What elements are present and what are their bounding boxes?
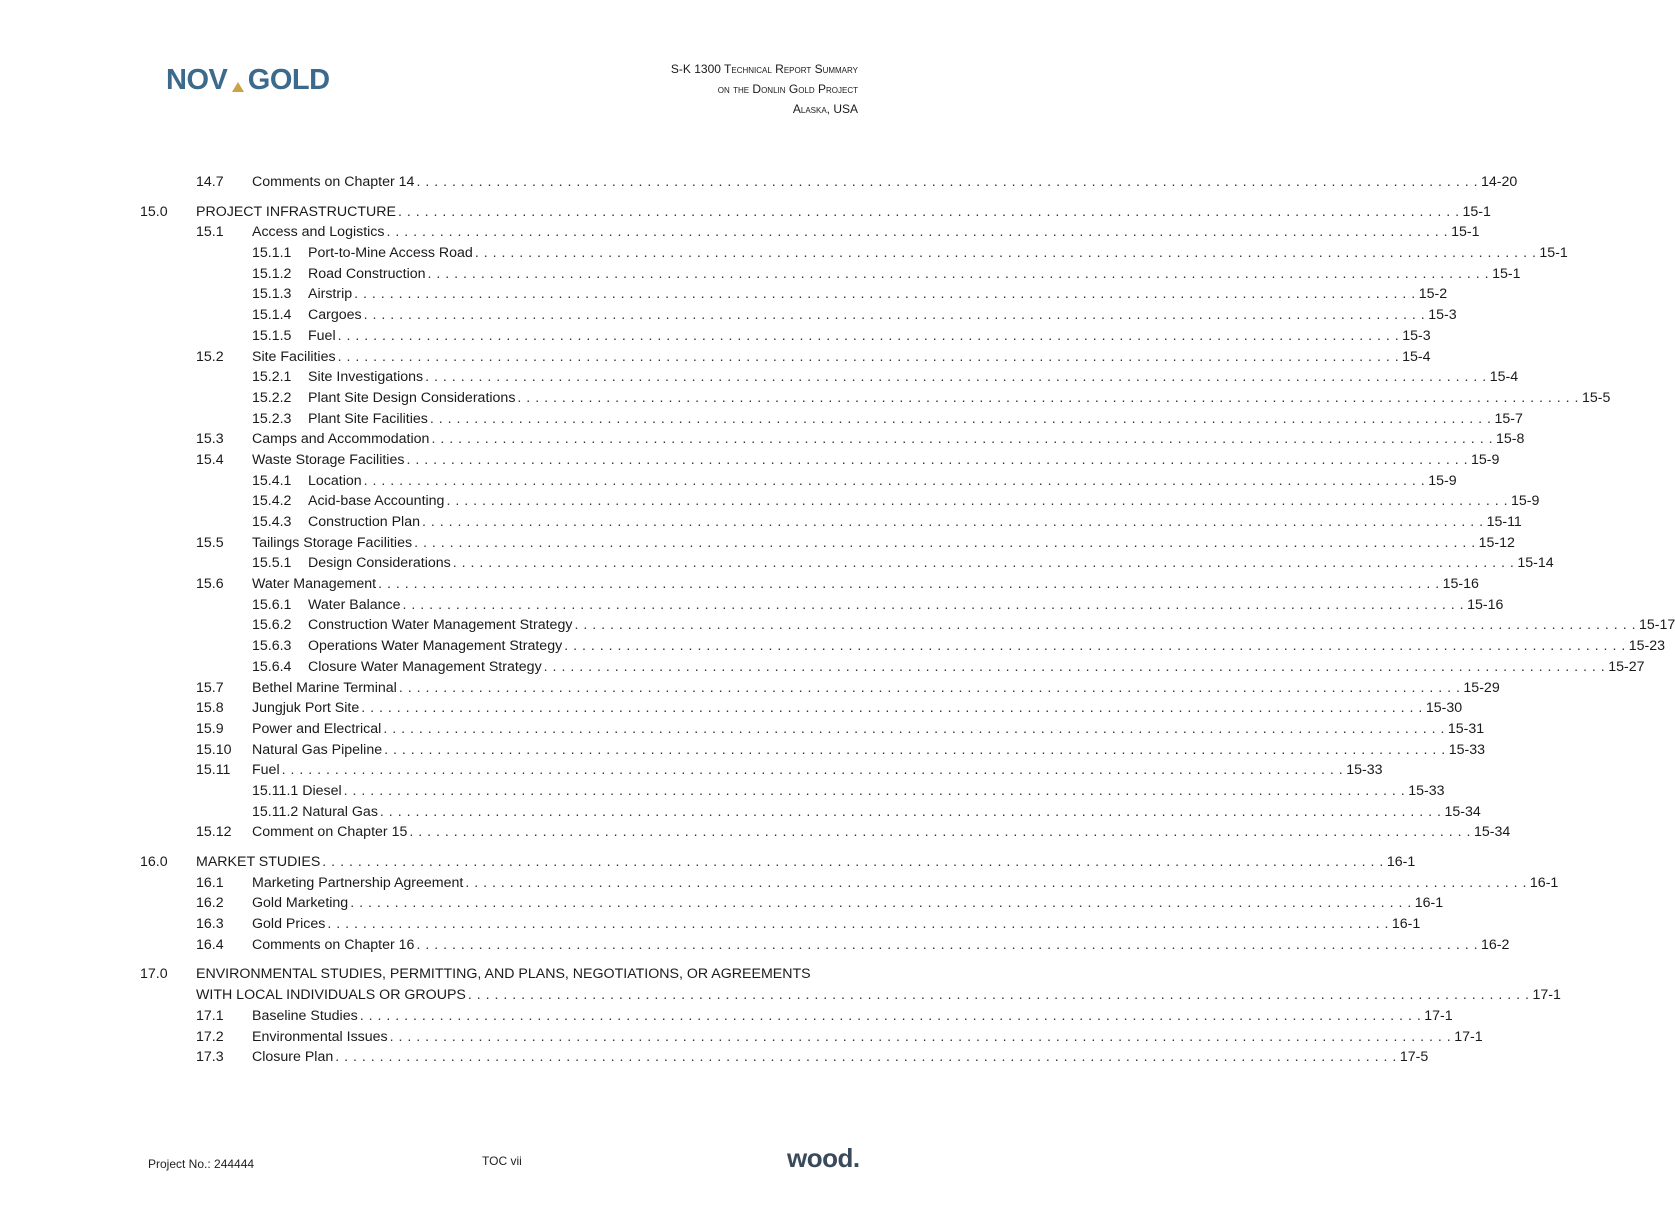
toc-entry-title: Airstrip xyxy=(308,286,353,303)
toc-entry-number: 15.1.2 xyxy=(252,265,292,282)
toc-entry-title: Fuel xyxy=(252,762,280,779)
toc-entry[interactable] xyxy=(0,512,1522,533)
dot-leader: . . . . . . . . . . . . . . . . . . . . . . . . . . . . . . . . . . . . . . . . . . . . . . . . . . . . . . . . . . . . . . . . . . . . . . . . . . . . . . . . . . . . . . . . . . . . . . . . . . . . . . . . . . . . . . . . . . . . . . . . xyxy=(384,741,1446,758)
toc-entry[interactable] xyxy=(0,985,1561,1006)
toc-entry-title: Operations Water Management Strategy xyxy=(308,638,563,655)
toc-entry-page: 15-33 xyxy=(1448,741,1485,758)
toc-entry[interactable] xyxy=(0,852,1416,873)
toc-entry[interactable] xyxy=(0,284,1448,305)
toc-entry[interactable] xyxy=(0,1047,1429,1068)
toc-entry-page: 15-8 xyxy=(1496,431,1525,448)
dot-leader: . . . . . . . . . . . . . . . . . . . . . . . . . . . . . . . . . . . . . . . . . . . . . . . . . . . . . . . . . . . . . . . . . . . . . . . . . . . . . . . . . . . . . . . . . . . . . . . . . . . . . . . . . . . . . . . . . . . . . . . . xyxy=(363,307,1426,324)
dot-leader: . . . . . . . . . . . . . . . . . . . . . . . . . . . . . . . . . . . . . . . . . . . . . . . . . . . . . . . . . . . . . . . . . . . . . . . . . . . . . . . . . . . . . . . . . . . . . . . . . . . . . . . . . . . . . . . . . . . . . . . . xyxy=(416,174,1479,190)
toc-entry-page: 15-7 xyxy=(1494,410,1523,427)
toc-entry-number: 15.1 xyxy=(196,224,224,241)
toc-entry-number: 15.12 xyxy=(196,824,232,841)
toc-entry-page: 17-1 xyxy=(1454,1028,1483,1045)
dot-leader: . . . . . . . . . . . . . . . . . . . . . . . . . . . . . . . . . . . . . . . . . . . . . . . . . . . . . . . . . . . . . . . . . . . . . . . . . . . . . . . . . . . . . . . . . . . . . . . . . . . . . . . . . . . . . . . . . . . . . . . . xyxy=(429,410,1492,427)
toc-entry[interactable] xyxy=(0,615,1675,636)
toc-entry-title: Environmental Issues xyxy=(252,1028,388,1045)
toc-entry-page: 15-23 xyxy=(1628,638,1666,655)
toc-entry[interactable] xyxy=(0,802,1481,823)
toc-entry-number: 16.1 xyxy=(196,874,224,891)
toc-entry[interactable] xyxy=(0,822,1511,843)
toc-entry-title: 15.11.2 Natural Gas xyxy=(252,803,378,820)
toc-entry-title: Comment on Chapter 15 xyxy=(252,824,408,841)
toc-entry[interactable] xyxy=(0,450,1500,471)
toc-entry-number: 15.5.1 xyxy=(252,555,292,572)
dot-leader: . . . . . . . . . . . . . . . . . . . . . . . . . . . . . . . . . . . . . . . . . . . . . . . . . . . . . . . . . . . . . . . . . . . . . . . . . . . . . . . . . . . . . . . . . . . . . . . . . . . . . . . . . . . . . . . . . . . . . . . . xyxy=(416,936,1479,953)
toc-entry-page: 16-1 xyxy=(1414,895,1444,912)
report-header xyxy=(671,59,858,119)
toc-entry-page: 15-11 xyxy=(1486,514,1522,530)
toc-entry[interactable] xyxy=(0,935,1510,956)
toc-entry-title: WITH LOCAL INDIVIDUALS OR GROUPS xyxy=(196,987,466,1004)
toc-entry-number: 15.11 xyxy=(196,762,231,779)
dot-leader: . . . . . . . . . . . . . . . . . . . . . . . . . . . . . . . . . . . . . . . . . . . . . . . . . . . . . . . . . . . . . . . . . . . . . . . . . . . . . . . . . . . . . . . . . . . . . . . . . . . . . . . . . . . . . . . . . . . . . . . . xyxy=(337,327,1400,344)
toc-entry-number: 15.9 xyxy=(196,720,224,737)
toc-entry-number: 15.4.1 xyxy=(252,472,292,489)
table-of-contents xyxy=(0,172,1675,1068)
toc-entry-page: 15-1 xyxy=(1462,203,1491,220)
toc-entry-title: ENVIRONMENTAL STUDIES, PERMITTING, AND PLANS, NEGOTIATIONS, OR AGREEMENTS xyxy=(196,966,811,983)
toc-entry-title: Access and Logistics xyxy=(252,224,385,241)
toc-entry-number: 15.6.4 xyxy=(252,658,292,675)
toc-entry[interactable] xyxy=(0,491,1540,512)
toc-entry-page: 15-3 xyxy=(1428,307,1457,324)
toc-entry-number: 15.4.2 xyxy=(252,493,292,510)
toc-entry-page: 15-4 xyxy=(1489,369,1519,386)
dot-leader: . . . . . . . . . . . . . . . . . . . . . . . . . . . . . . . . . . . . . . . . . . . . . . . . . . . . . . . . . . . . . . . . . . . . . . . . . . . . . . . . . . . . . . . . . . . . . . . . . . . . . . . . . . . . . . . . . . . . . . . . xyxy=(378,576,1440,593)
toc-entry-number: 15.1.1 xyxy=(252,245,292,262)
dot-leader: . . . . . . . . . . . . . . . . . . . . . . . . . . . . . . . . . . . . . . . . . . . . . . . . . . . . . . . . . . . . . . . . . . . . . . . . . . . . . . . . . . . . . . . . . . . . . . . . . . . . . . . . . . . . . . . . . . . . . . . . xyxy=(402,596,1465,613)
toc-entry[interactable] xyxy=(0,595,1504,616)
toc-entry[interactable] xyxy=(0,678,1500,699)
toc-entry[interactable] xyxy=(0,574,1479,595)
dot-leader: . . . . . . . . . . . . . . . . . . . . . . . . . . . . . . . . . . . . . . . . . . . . . . . . . . . . . . . . . . . . . . . . . . . . . . . . . . . . . . . . . . . . . . . . . . . . . . . . . . . . . . . . . . . . . . . . . . . . . . . . xyxy=(327,916,1389,933)
toc-entry-page: 14-20 xyxy=(1481,174,1518,190)
dot-leader: . . . . . . . . . . . . . . . . . . . . . . . . . . . . . . . . . . . . . . . . . . . . . . . . . . . . . . . . . . . . . . . . . . . . . . . . . . . . . . . . . . . . . . . . . . . . . . . . . . . . . . . . . . . . . . . . . . . . . . . . xyxy=(343,782,1406,799)
dot-leader: . . . . . . . . . . . . . . . . . . . . . . . . . . . . . . . . . . . . . . . . . . . . . . . . . . . . . . . . . . . . . . . . . . . . . . . . . . . . . . . . . . . . . . . . . . . . . . . . . . . . . . . . . . . . . . . . . . . . . . . . xyxy=(543,658,1606,675)
dot-leader: . . . . . . . . . . . . . . . . . . . . . . . . . . . . . . . . . . . . . . . . . . . . . . . . . . . . . . . . . . . . . . . . . . . . . . . . . . . . . . . . . . . . . . . . . . . . . . . . . . . . . . . . . . . . . . . . . . . . . . . . xyxy=(564,638,1626,655)
toc-entry[interactable] xyxy=(0,657,1645,678)
page-label: TOC vii xyxy=(482,1154,522,1168)
toc-entry-page: 15-33 xyxy=(1346,762,1383,779)
toc-entry-number: 15.4.3 xyxy=(252,514,292,530)
dot-leader: . . . . . . . . . . . . . . . . . . . . . . . . . . . . . . . . . . . . . . . . . . . . . . . . . . . . . . . . . . . . . . . . . . . . . . . . . . . . . . . . . . . . . . . . . . . . . . . . . . . . . . . . . . . . . . . . . . . . . . . . xyxy=(383,720,1445,737)
toc-entry[interactable] xyxy=(0,388,1611,409)
dot-leader: . . . . . . . . . . . . . . . . . . . . . . . . . . . . . . . . . . . . . . . . . . . . . . . . . . . . . . . . . . . . . . . . . . . . . . . . . . . . . . . . . . . . . . . . . . . . . . . . . . . . . . . . . . . . . . . . . . . . . . . . xyxy=(446,493,1509,510)
toc-entry-page: 15-33 xyxy=(1408,782,1445,799)
toc-entry-page: 15-1 xyxy=(1451,224,1480,241)
dot-leader: . . . . . . . . . . . . . . . . . . . . . . . . . . . . . . . . . . . . . . . . . . . . . . . . . . . . . . . . . . . . . . . . . . . . . . . . . . . . . . . . . . . . . . . . . . . . . . . . . . . . . . . . . . . . . . . . . . . . . . . . xyxy=(409,824,1471,841)
dot-leader: . . . . . . . . . . . . . . . . . . . . . . . . . . . . . . . . . . . . . . . . . . . . . . . . . . . . . . . . . . . . . . . . . . . . . . . . . . . . . . . . . . . . . . . . . . . . . . . . . . . . . . . . . . . . . . . . . . . . . . . . xyxy=(379,803,1442,820)
dot-leader: . . . . . . . . . . . . . . . . . . . . . . . . . . . . . . . . . . . . . . . . . . . . . . . . . . . . . . . . . . . . . . . . . . . . . . . . . . . . . . . . . . . . . . . . . . . . . . . . . . . . . . . . . . . . . . . . . . . . . . . . xyxy=(452,555,1515,572)
toc-entry[interactable] xyxy=(0,553,1554,574)
toc-entry-number: 15.2.1 xyxy=(252,369,292,386)
dot-leader: . . . . . . . . . . . . . . . . . . . . . . . . . . . . . . . . . . . . . . . . . . . . . . . . . . . . . . . . . . . . . . . . . . . . . . . . . . . . . . . . . . . . . . . . . . . . . . . . . . . . . . . . . . . . . . . . . . . . . . . . xyxy=(431,431,1494,448)
toc-entry-title: Bethel Marine Terminal xyxy=(252,679,397,696)
dot-leader: . . . . . . . . . . . . . . . . . . . . . . . . . . . . . . . . . . . . . . . . . . . . . . . . . . . . . . . . . . . . . . . . . . . . . . . . . . . . . . . . . . . . . . . . . . . . . . . . . . . . . . . . . . . . . . . . . . . . . . . . xyxy=(406,451,1469,468)
toc-entry-title: MARKET STUDIES xyxy=(196,854,321,870)
toc-entry-title: Jungjuk Port Site xyxy=(252,700,360,717)
toc-entry-title: Natural Gas Pipeline xyxy=(252,741,383,758)
toc-entry-page: 15-16 xyxy=(1442,576,1479,593)
toc-entry-page: 15-2 xyxy=(1418,286,1448,303)
toc-entry[interactable] xyxy=(0,698,1463,719)
toc-entry[interactable] xyxy=(0,326,1431,347)
toc-entry-title: Closure Plan xyxy=(252,1049,334,1066)
toc-entry-number: 15.7 xyxy=(196,679,224,696)
report-title-line2: on the Donlin Gold Project xyxy=(717,82,858,96)
toc-entry-number: 15.3 xyxy=(196,431,224,448)
toc-entry[interactable] xyxy=(0,471,1457,492)
toc-entry-number: 15.6.3 xyxy=(252,638,292,655)
report-title-line1: S-K 1300 Technical Report Summary xyxy=(670,62,858,76)
dot-leader: . . . . . . . . . . . . . . . . . . . . . . . . . . . . . . . . . . . . . . . . . . . . . . . . . . . . . . . . . . . . . . . . . . . . . . . . . . . . . . . . . . . . . . . . . . . . . . . . . . . . . . . . . . . . . . . . . . . . . . . . xyxy=(322,854,1384,870)
toc-entry-number: 17.0 xyxy=(140,966,168,983)
toc-entry-title: Site Facilities xyxy=(252,348,336,365)
toc-entry-page: 16-2 xyxy=(1481,936,1510,953)
toc-entry-title: Road Construction xyxy=(308,265,426,282)
dot-leader: . . . . . . . . . . . . . . . . . . . . . . . . . . . . . . . . . . . . . . . . . . . . . . . . . . . . . . . . . . . . . . . . . . . . . . . . . . . . . . . . . . . . . . . . . . . . . . . . . . . . . . . . . . . . . . . . . . . . . . . . xyxy=(425,369,1487,386)
novagold-logo: NOV GOLD xyxy=(166,64,330,96)
toc-entry-number: 15.2.2 xyxy=(252,389,292,406)
toc-entry-number: 15.6.1 xyxy=(252,596,292,613)
toc-entry-number: 14.7 xyxy=(196,174,224,190)
toc-entry-page: 15-9 xyxy=(1471,451,1500,468)
toc-entry-title: PROJECT INFRASTRUCTURE xyxy=(196,203,396,220)
toc-entry-number: 15.5 xyxy=(196,534,224,551)
dot-leader: . . . . . . . . . . . . . . . . . . . . . . . . . . . . . . . . . . . . . . . . . . . . . . . . . . . . . . . . . . . . . . . . . . . . . . . . . . . . . . . . . . . . . . . . . . . . . . . . . . . . . . . . . . . . . . . . . . . . . . . . xyxy=(389,1028,1452,1045)
toc-entry[interactable] xyxy=(0,347,1431,368)
toc-entry-page: 15-17 xyxy=(1639,617,1675,634)
toc-entry-page: 15-31 xyxy=(1447,720,1485,737)
toc-entry[interactable] xyxy=(0,409,1523,430)
toc-entry-page: 15-12 xyxy=(1478,534,1515,551)
toc-entry-title: Gold Marketing xyxy=(252,895,349,912)
dot-leader: . . . . . . . . . . . . . . . . . . . . . . . . . . . . . . . . . . . . . . . . . . . . . . . . . . . . . . . . . . . . . . . . . . . . . . . . . . . . . . . . . . . . . . . . . . . . . . . . . . . . . . . . . . . . . . . . . . . . . . . . xyxy=(335,1049,1397,1066)
toc-entry-number: 17.2 xyxy=(196,1028,224,1045)
toc-entry-page: 15-16 xyxy=(1467,596,1504,613)
toc-entry[interactable] xyxy=(0,740,1485,761)
toc-entry-page: 16-1 xyxy=(1391,916,1421,933)
toc-entry-title: Site Investigations xyxy=(308,369,424,386)
toc-entry-page: 15-4 xyxy=(1402,348,1431,365)
toc-entry-number: 16.3 xyxy=(196,916,224,933)
toc-entry-page: 15-29 xyxy=(1463,679,1500,696)
toc-entry-number: 17.1 xyxy=(196,1007,224,1024)
toc-entry-title: Construction Plan xyxy=(308,514,420,530)
toc-entry-number: 15.1.5 xyxy=(252,327,292,344)
toc-entry[interactable] xyxy=(0,243,1568,264)
toc-entry-title: Port-to-Mine Access Road xyxy=(308,245,473,262)
toc-entry-page: 15-1 xyxy=(1492,265,1521,282)
toc-entry-number: 15.6 xyxy=(196,576,224,593)
toc-entry-number: 15.10 xyxy=(196,741,232,758)
toc-entry-title: Baseline Studies xyxy=(252,1007,358,1024)
toc-entry-number: 16.4 xyxy=(196,936,224,953)
dot-leader: . . . . . . . . . . . . . . . . . . . . . . . . . . . . . . . . . . . . . . . . . . . . . . . . . . . . . . . . . . . . . . . . . . . . . . . . . . . . . . . . . . . . . . . . . . . . . . . . . . . . . . . . . . . . . . . . . . . . . . . . xyxy=(474,245,1537,262)
toc-entry-page: 16-1 xyxy=(1529,874,1559,891)
logo-triangle-icon xyxy=(232,82,244,92)
dot-leader: . . . . . . . . . . . . . . . . . . . . . . . . . . . . . . . . . . . . . . . . . . . . . . . . . . . . . . . . . . . . . . . . . . . . . . . . . . . . . . . . . . . . . . . . . . . . . . . . . . . . . . . . . . . . . . . . . . . . . . . . xyxy=(350,895,1412,912)
toc-entry[interactable] xyxy=(0,636,1666,657)
toc-entry-page: 15-1 xyxy=(1539,245,1568,262)
dot-leader: . . . . . . . . . . . . . . . . . . . . . . . . . . . . . . . . . . . . . . . . . . . . . . . . . . . . . . . . . . . . . . . . . . . . . . . . . . . . . . . . . . . . . . . . . . . . . . . . . . . . . . . . . . . . . . . . . . . . . . . . xyxy=(363,472,1426,489)
toc-entry-title: Design Considerations xyxy=(308,555,451,572)
dot-leader: . . . . . . . . . . . . . . . . . . . . . . . . . . . . . . . . . . . . . . . . . . . . . . . . . . . . . . . . . . . . . . . . . . . . . . . . . . . . . . . . . . . . . . . . . . . . . . . . . . . . . . . . . . . . . . . . . . . . . . . . xyxy=(361,700,1423,717)
toc-entry-page: 15-9 xyxy=(1511,493,1540,510)
toc-entry-title: Acid-base Accounting xyxy=(308,493,445,510)
project-number: Project No.: 244444 xyxy=(148,1157,255,1171)
toc-entry-page: 15-27 xyxy=(1608,658,1645,675)
toc-entry-title: Gold Prices xyxy=(252,916,326,933)
toc-entry[interactable] xyxy=(0,914,1421,935)
toc-entry-number: 16.2 xyxy=(196,895,224,912)
dot-leader: . . . . . . . . . . . . . . . . . . . . . . . . . . . . . . . . . . . . . . . . . . . . . . . . . . . . . . . . . . . . . . . . . . . . . . . . . . . . . . . . . . . . . . . . . . . . . . . . . . . . . . . . . . . . . . . . . . . . . . . . xyxy=(337,348,1400,365)
toc-entry-page: 17-5 xyxy=(1399,1049,1429,1066)
toc-entry-title: Fuel xyxy=(308,327,336,344)
toc-entry-title: Power and Electrical xyxy=(252,720,382,737)
toc-entry-number: 15.1.4 xyxy=(252,307,292,324)
toc-entry-page: 15-9 xyxy=(1428,472,1457,489)
toc-entry-number: 15.1.3 xyxy=(252,286,292,303)
toc-entry[interactable] xyxy=(0,760,1383,781)
toc-entry-number: 15.2.3 xyxy=(252,410,292,427)
dot-leader: . . . . . . . . . . . . . . . . . . . . . . . . . . . . . . . . . . . . . . . . . . . . . . . . . . . . . . . . . . . . . . . . . . . . . . . . . . . . . . . . . . . . . . . . . . . . . . . . . . . . . . . . . . . . . . . . . . . . . . . . xyxy=(465,874,1527,891)
toc-entry-number: 15.0 xyxy=(140,203,168,220)
toc-entry-title: Marketing Partnership Agreement xyxy=(252,874,464,891)
toc-entry-page: 15-14 xyxy=(1517,555,1554,572)
dot-leader: . . . . . . . . . . . . . . . . . . . . . . . . . . . . . . . . . . . . . . . . . . . . . . . . . . . . . . . . . . . . . . . . . . . . . . . . . . . . . . . . . . . . . . . . . . . . . . . . . . . . . . . . . . . . . . . . . . . . . . . . xyxy=(517,389,1579,406)
toc-entry-title: Camps and Accommodation xyxy=(252,431,430,448)
toc-entry-page: 17-1 xyxy=(1532,987,1561,1004)
toc-entry[interactable] xyxy=(0,873,1559,894)
toc-entry[interactable] xyxy=(0,964,950,985)
toc-entry[interactable] xyxy=(0,264,1521,285)
toc-entry-title: Construction Water Management Strategy xyxy=(308,617,573,634)
toc-entry-title: Comments on Chapter 16 xyxy=(252,936,415,953)
dot-leader: . . . . . . . . . . . . . . . . . . . . . . . . . . . . . . . . . . . . . . . . . . . . . . . . . . . . . . . . . . . . . . . . . . . . . . . . . . . . . . . . . . . . . . . . . . . . . . . . . . . . . . . . . . . . . . . . . . . . . . . . xyxy=(386,224,1449,241)
dot-leader: . . . . . . . . . . . . . . . . . . . . . . . . . . . . . . . . . . . . . . . . . . . . . . . . . . . . . . . . . . . . . . . . . . . . . . . . . . . . . . . . . . . . . . . . . . . . . . . . . . . . . . . . . . . . . . . . . . . . . . . . xyxy=(414,534,1476,551)
toc-entry-title: Closure Water Management Strategy xyxy=(308,658,542,675)
report-title-line3: Alaska, USA xyxy=(792,102,858,116)
toc-entry-title: Water Balance xyxy=(308,596,401,613)
dot-leader: . . . . . . . . . . . . . . . . . . . . . . . . . . . . . . . . . . . . . . . . . . . . . . . . . . . . . . . . . . . . . . . . . . . . . . . . . . . . . . . . . . . . . . . . . . . . . . . . . . . . . . . . . . . . . . . . . . . . . . . . xyxy=(397,203,1460,220)
toc-entry-page: 16-1 xyxy=(1386,854,1416,870)
toc-entry-title: Water Management xyxy=(252,576,377,593)
toc-entry[interactable] xyxy=(0,1027,1483,1048)
toc-entry[interactable] xyxy=(0,202,1491,223)
toc-entry[interactable] xyxy=(0,781,1445,802)
toc-entry[interactable] xyxy=(0,1006,1453,1027)
toc-entry-page: 17-1 xyxy=(1424,1007,1453,1024)
toc-entry[interactable] xyxy=(0,533,1515,554)
toc-entry-title: 15.11.1 Diesel xyxy=(252,782,342,799)
toc-entry[interactable] xyxy=(0,222,1480,243)
toc-entry[interactable] xyxy=(0,367,1519,388)
toc-entry-title: Comments on Chapter 14 xyxy=(252,174,415,190)
toc-entry[interactable] xyxy=(0,719,1485,740)
dot-leader: . . . . . . . . . . . . . . . . . . . . . . . . . . . . . . . . . . . . . . . . . . . . . . . . . . . . . . . . . . . . . . . . . . . . . . . . . . . . . . . . . . . . . . . . . . . . . . . . . . . . . . . . . . . . . . . . . . . . . . . . xyxy=(398,679,1461,696)
toc-entry-page: 15-34 xyxy=(1473,824,1511,841)
dot-leader: . . . . . . . . . . . . . . . . . . . . . . . . . . . . . . . . . . . . . . . . . . . . . . . . . . . . . . . . . . . . . . . . . . . . . . . . . . . . . . . . . . . . . . . . . . . . . . . . . . . . . . . . . . . . . . . . . . . . . . . . xyxy=(421,514,1484,530)
logo-accent-letter xyxy=(227,64,247,96)
toc-entry-page: 15-3 xyxy=(1402,327,1431,344)
wood-logo: wood. xyxy=(787,1143,860,1173)
dot-leader: . . . . . . . . . . . . . . . . . . . . . . . . . . . . . . . . . . . . . . . . . . . . . . . . . . . . . . . . . . . . . . . . . . . . . . . . . . . . . . . . . . . . . . . . . . . . . . . . . . . . . . . . . . . . . . . . . . . . . . . . xyxy=(281,762,1344,779)
toc-entry-title: Plant Site Facilities xyxy=(308,410,428,427)
toc-entry-title: Cargoes xyxy=(308,307,362,324)
toc-entry-page: 15-5 xyxy=(1582,389,1611,406)
toc-entry-title: Waste Storage Facilities xyxy=(252,451,405,468)
dot-leader: . . . . . . . . . . . . . . . . . . . . . . . . . . . . . . . . . . . . . . . . . . . . . . . . . . . . . . . . . . . . . . . . . . . . . . . . . . . . . . . . . . . . . . . . . . . . . . . . . . . . . . . . . . . . . . . . . . . . . . . . xyxy=(574,617,1637,634)
toc-entry-number: 16.0 xyxy=(140,854,168,870)
dot-leader: . . . . . . . . . . . . . . . . . . . . . . . . . . . . . . . . . . . . . . . . . . . . . . . . . . . . . . . . . . . . . . . . . . . . . . . . . . . . . . . . . . . . . . . . . . . . . . . . . . . . . . . . . . . . . . . . . . . . . . . . xyxy=(467,987,1530,1004)
toc-entry-page: 15-34 xyxy=(1444,803,1481,820)
toc-entry-title: Tailings Storage Facilities xyxy=(252,534,413,551)
toc-entry[interactable] xyxy=(0,172,1518,193)
toc-entry[interactable] xyxy=(0,429,1525,450)
toc-entry-number: 15.8 xyxy=(196,700,224,717)
toc-entry[interactable] xyxy=(0,305,1457,326)
dot-leader: . . . . . . . . . . . . . . . . . . . . . . . . . . . . . . . . . . . . . . . . . . . . . . . . . . . . . . . . . . . . . . . . . . . . . . . . . . . . . . . . . . . . . . . . . . . . . . . . . . . . . . . . . . . . . . . . . . . . . . . . xyxy=(427,265,1490,282)
toc-entry-title: Plant Site Design Considerations xyxy=(308,389,516,406)
dot-leader: . . . . . . . . . . . . . . . . . . . . . . . . . . . . . . . . . . . . . . . . . . . . . . . . . . . . . . . . . . . . . . . . . . . . . . . . . . . . . . . . . . . . . . . . . . . . . . . . . . . . . . . . . . . . . . . . . . . . . . . . xyxy=(354,286,1416,303)
toc-entry-number: 15.6.2 xyxy=(252,617,292,634)
dot-leader: . . . . . . . . . . . . . . . . . . . . . . . . . . . . . . . . . . . . . . . . . . . . . . . . . . . . . . . . . . . . . . . . . . . . . . . . . . . . . . . . . . . . . . . . . . . . . . . . . . . . . . . . . . . . . . . . . . . . . . . . xyxy=(359,1007,1422,1024)
toc-entry-number: 15.2 xyxy=(196,348,224,365)
toc-entry-page: 15-30 xyxy=(1425,700,1463,717)
toc-entry-number: 15.4 xyxy=(196,451,224,468)
toc-entry[interactable] xyxy=(0,893,1444,914)
toc-entry-number: 17.3 xyxy=(196,1049,224,1066)
toc-entry-title: Location xyxy=(308,472,362,489)
